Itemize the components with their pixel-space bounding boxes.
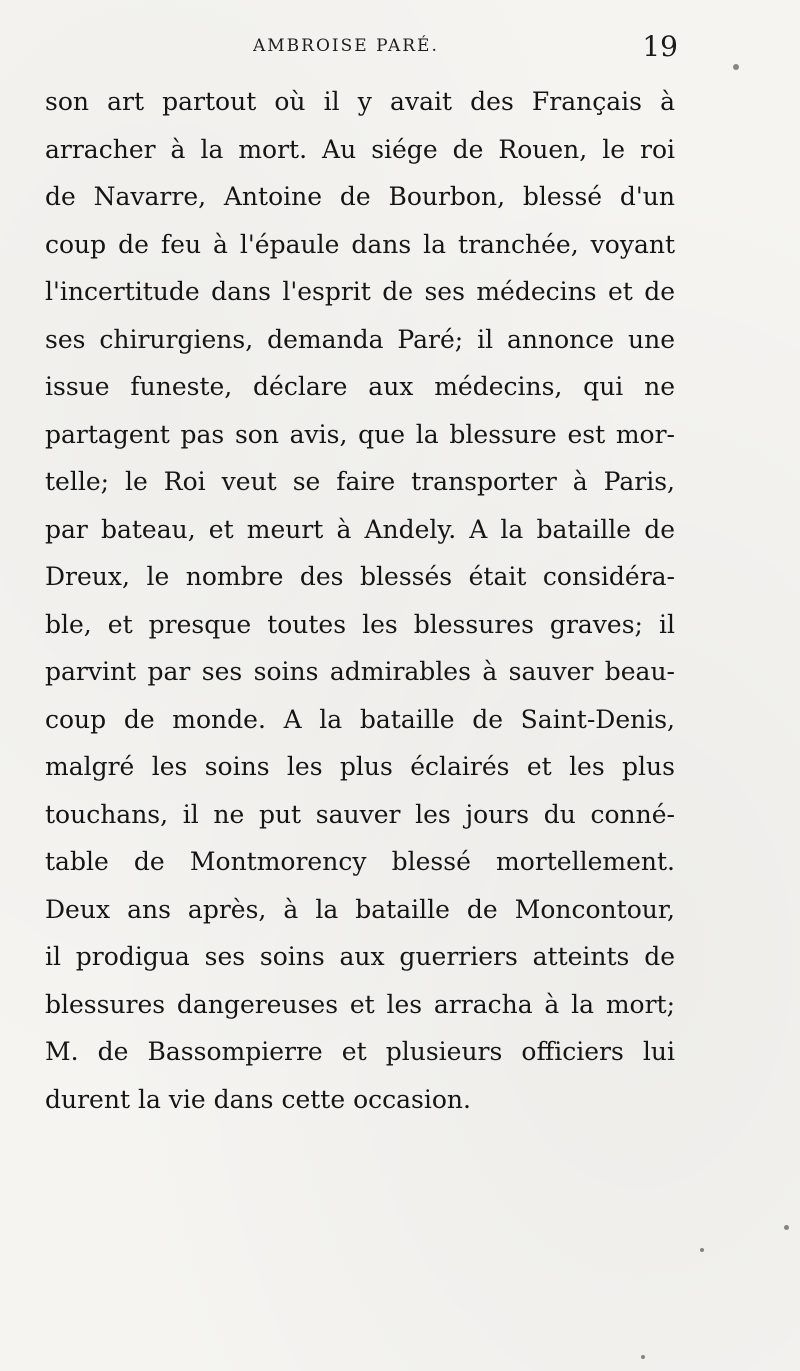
running-title: AMBROISE PARÉ.: [253, 36, 439, 56]
text-line-5: l'incertitude dans l'esprit de ses médecins et de: [45, 277, 675, 306]
text-line-2: arracher à la mort. Au siége de Rouen, le roi: [45, 134, 675, 164]
text-line-21: M. de Bassompierre et plusieurs officiers lui: [45, 1037, 675, 1066]
running-head: [48, 30, 678, 68]
text-line-4: coup de feu à l'épaule dans la tranchée, voyant: [45, 229, 675, 259]
text-line-16: touchans, il ne put sauver les jours du conné-: [45, 799, 675, 829]
text-line-3: de Navarre, Antoine de Bourbon, blessé d'un: [45, 182, 675, 211]
body-text: [45, 78, 675, 1123]
ink-speck: [784, 1225, 789, 1230]
text-line-14: coup de monde. A la bataille de Saint-Denis,: [45, 704, 675, 734]
ink-speck: [733, 64, 739, 70]
text-line-11: Dreux, le nombre des blessés était considéra-: [45, 562, 675, 591]
text-line-19: il prodigua ses soins aux guerriers atteints de: [45, 942, 675, 971]
text-line-20: blessures dangereuses et les arracha à la mort;: [45, 989, 675, 1019]
text-line-8: partagent pas son avis, que la blessure est mor-: [45, 419, 675, 449]
ink-speck: [700, 1248, 704, 1252]
text-line-15: malgré les soins les plus éclairés et les plus: [45, 752, 675, 781]
page-number: 19: [642, 30, 678, 63]
text-line-17: table de Montmorency blessé mortellement.: [45, 847, 675, 876]
text-line-6: ses chirurgiens, demanda Paré; il annonce une: [45, 324, 675, 354]
text-line-9: telle; le Roi veut se faire transporter à Paris,: [45, 467, 675, 496]
text-line-13: parvint par ses soins admirables à sauver beau-: [45, 657, 675, 686]
text-line-22: durent la vie dans cette occasion.: [45, 1084, 471, 1114]
text-line-10: par bateau, et meurt à Andely. A la bataille de: [45, 514, 675, 544]
text-line-18: Deux ans après, à la bataille de Moncontour,: [45, 894, 675, 924]
ink-speck: [641, 1355, 645, 1359]
text-line-7: issue funeste, déclare aux médecins, qui ne: [45, 372, 675, 401]
text-line-1: son art partout où il y avait des Français à: [45, 87, 675, 116]
text-line-12: ble, et presque toutes les blessures graves; il: [45, 609, 675, 639]
